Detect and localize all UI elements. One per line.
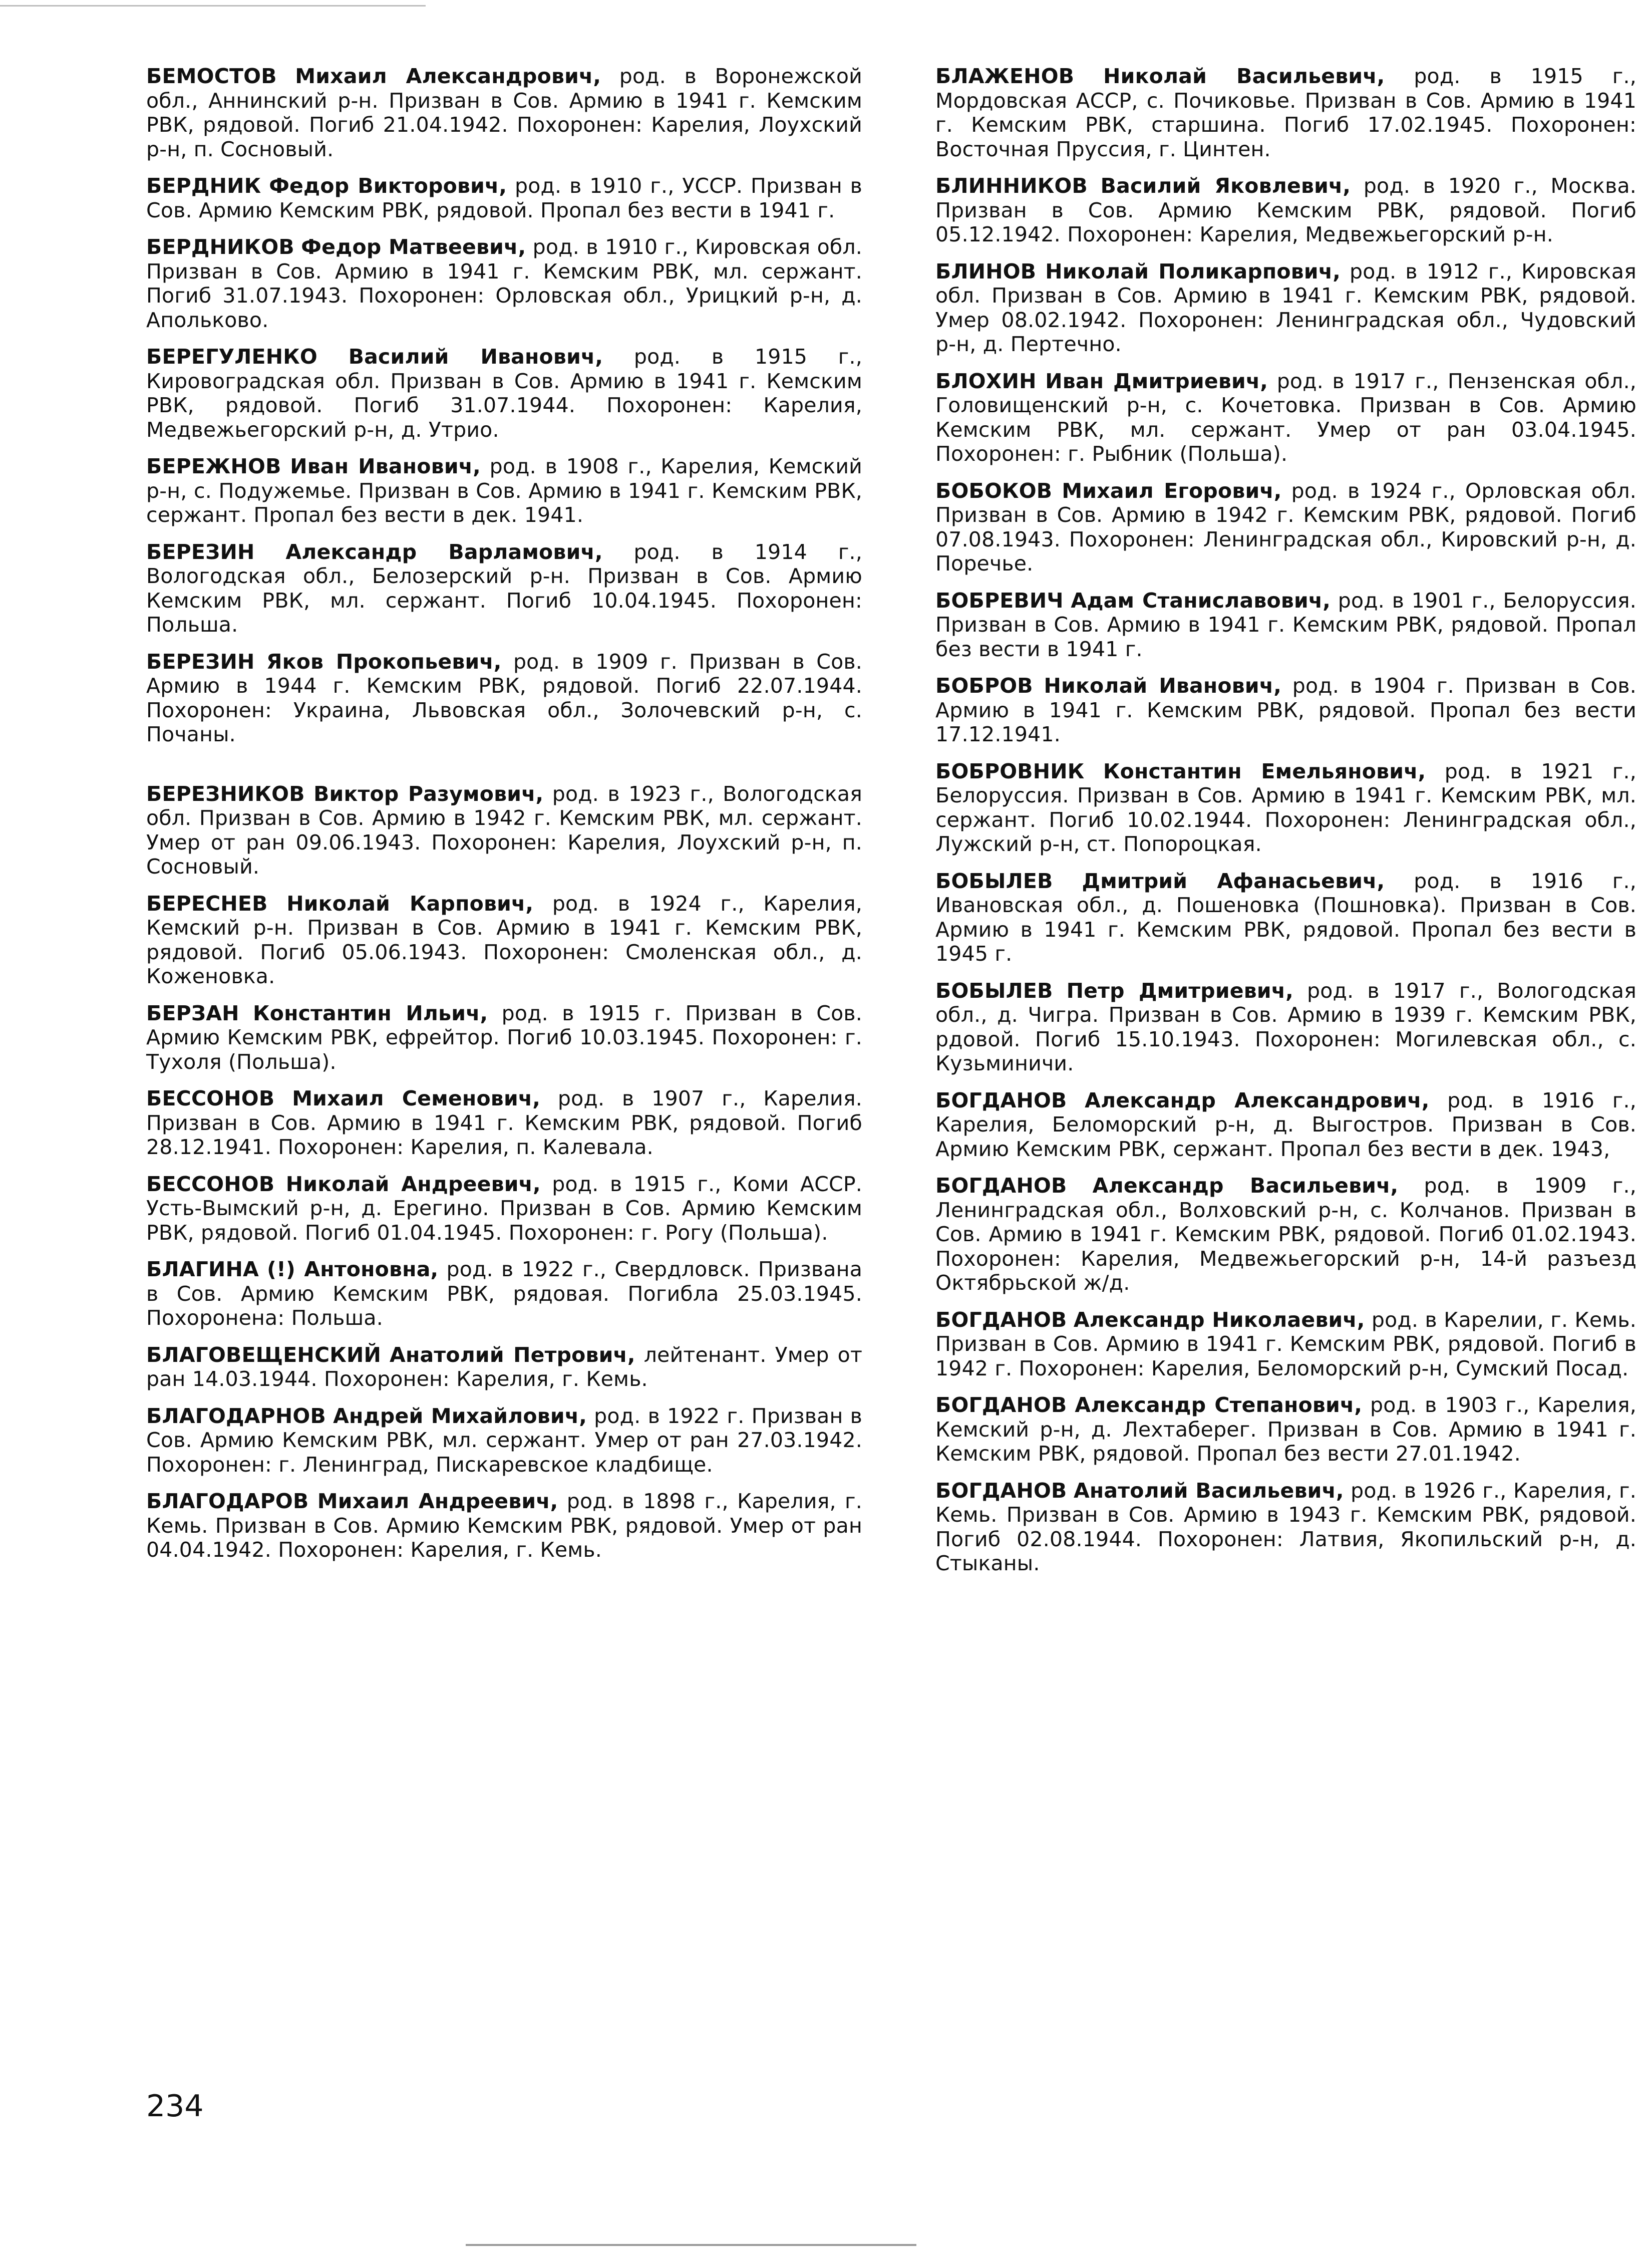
entry — [146, 1343, 862, 1391]
entry-given-name: Адам Станиславович, — [1071, 588, 1331, 613]
entry — [146, 782, 862, 879]
entry-surname: БЛАГОДАРОВ — [146, 1489, 309, 1513]
entry-details: род. в 1917 г., Пензенская обл., Головищенский р-н, с. Кочетовка. Призван в Сов. Армию Кемским РВК, мл. сержант. Умер от ран 03.04.1945. Похоронен: г. Рыбник (Польша). — [935, 369, 1637, 466]
entry — [146, 1001, 862, 1074]
entry — [935, 64, 1636, 161]
entry-surname: БЛАГИНА — [146, 1257, 259, 1281]
entry-details: род. в 1910 г., УССР. Призван в Сов. Армию Кемским РВК, рядовой. Пропал без вести в 1941 г. — [146, 174, 863, 222]
entry-surname: БЕРДНИК — [146, 174, 261, 198]
entry-given-name: Виктор Разумович, — [313, 781, 544, 806]
entry-details: лейтенант. Умер от ран 14.03.1944. Похоронен: Карелия, г. Кемь. — [146, 1342, 863, 1391]
entry-given-name: Анатолий Петрович, — [390, 1342, 635, 1367]
entry-given-name: Михаил Андреевич, — [317, 1489, 558, 1513]
entry-given-name: Александр Васильевич, — [1092, 1174, 1399, 1198]
entry — [935, 479, 1636, 576]
entry-given-name: Федор Матвеевич, — [301, 235, 526, 259]
entry-surname: БЛАГОВЕЩЕНСКИЙ — [146, 1342, 381, 1367]
entry — [935, 589, 1636, 662]
entry-given-name: Николай Поликарпович, — [1045, 259, 1341, 284]
entry-details: род. в 1916 г., Карелия, Беломорский р-н, д. Выгостров. Призван в Сов. Армию Кемским РВК, сержант. Пропал без вести в дек. 1943, — [935, 1088, 1637, 1161]
entry-given-name: Александр Степанович, — [1075, 1393, 1363, 1417]
entry-surname: БЛИНОВ — [935, 259, 1037, 284]
entry-details: род. в Карелии, г. Кемь. Призван в Сов. Армию в 1941 г. Кемским РВК, рядовой. Погиб в 1942 г. Похоронен: Карелия, Беломорский р-н, Сумский Посад. — [935, 1307, 1637, 1380]
entry-surname: БЕРЕЖНОВ — [146, 454, 281, 478]
entry — [146, 345, 862, 442]
entry-surname: БОГДАНОВ — [935, 1307, 1067, 1332]
entry-details: род. в 1901 г., Белоруссия. Призван в Сов. Армию в 1941 г. Кемским РВК, рядовой. Пропал без вести в 1941 г. — [935, 588, 1637, 661]
entry-surname: БЛИННИКОВ — [935, 174, 1088, 198]
entry-details: род. в 1915 г., Кировоградская обл. Призван в Сов. Армию в 1941 г. Кемским РВК, рядовой. Погиб 31.07.1944. Похоронен: Карелия, Медвежьегорский р-н, д. Утрио. — [146, 345, 863, 442]
entry-surname: БЕРЕСНЕВ — [146, 891, 268, 916]
entry-given-name: Михаил Егорович, — [1062, 478, 1282, 503]
entry-surname: БОБРОВ — [935, 674, 1033, 698]
entry-surname: БОБРОВНИК — [935, 759, 1085, 783]
entry-given-name: Михаил Александрович, — [295, 64, 601, 88]
entry-given-name: Иван Иванович, — [290, 454, 481, 478]
entry-given-name: Николай Карпович, — [286, 891, 534, 916]
entry-surname: БЕРЕГУЛЕНКО — [146, 345, 317, 369]
entry-details: род. в 1898 г., Карелия, г. Кемь. Призван в Сов. Армию Кемским РВК, рядовой. Умер от ран 04.04.1942. Похоронен: Карелия, г. Кемь. — [146, 1489, 863, 1562]
entry-given-name: Николай Андреевич, — [285, 1172, 541, 1196]
entry — [146, 174, 862, 222]
entry-given-name: Яков Прокопьевич, — [266, 649, 502, 674]
entry-details: род. в 1903 г., Карелия, Кемский р-н, д. Лехтаберег. Призван в Сов. Армию в 1941 г. Кемским РВК, рядовой. Пропал без вести 27.01.1942. — [935, 1393, 1636, 1466]
entry-surname: БОГДАНОВ — [935, 1393, 1067, 1417]
entry-details: род. в 1909 г. Призван в Сов. Армию в 1944 г. Кемским РВК, рядовой. Погиб 22.07.1944. Похоронен: Украина, Львовская обл., Золочевский р-н, с. Почаны. — [146, 649, 862, 746]
entry-details: род. в 1924 г., Карелия, Кемский р-н. Призван в Сов. Армию в 1941 г. Кемским РВК, рядовой. Погиб 05.06.1943. Похоронен: Смоленская обл., д. Коженовка. — [146, 891, 862, 988]
entry — [935, 869, 1636, 966]
entry-details: род. в 1920 г., Москва. Призван в Сов. Армию Кемским РВК, рядовой. Погиб 05.12.1942. Похоронен: Карелия, Медвежьегорский р-н. — [935, 174, 1636, 246]
entry-surname: БЕРДНИКОВ — [146, 235, 294, 259]
entry — [146, 1257, 862, 1330]
entry-details: род. в 1915 г. Призван в Сов. Армию Кемским РВК, ефрейтор. Погиб 10.03.1945. Похоронен: г. Тухоля (Польша). — [146, 1001, 863, 1074]
top-rule — [0, 5, 426, 7]
entry-given-name: Николай Васильевич, — [1103, 64, 1385, 88]
entry — [146, 235, 862, 332]
entry-surname: БОБРЕВИЧ — [935, 588, 1064, 613]
entry-surname: БЕССОНОВ — [146, 1086, 275, 1110]
entry-details: род. в 1917 г., Вологодская обл., д. Чигра. Призван в Сов. Армию в 1939 г. Кемским РВК, рдовой. Погиб 15.10.1943. Похоронен: Могилевская обл., с. Кузьминичи. — [935, 978, 1637, 1075]
entry-details: род. в 1923 г., Вологодская обл. Призван в Сов. Армию в 1942 г. Кемским РВК, мл. сержант. Умер от ран 09.06.1943. Похоронен: Карелия, Лоухский р-н, п. Сосновый. — [146, 781, 863, 879]
entry-surname: БЕРЗАН — [146, 1001, 239, 1025]
entry — [935, 979, 1636, 1076]
entry-given-name: Александр Варламович, — [285, 539, 603, 564]
entry-given-name: (!) Антоновна, — [267, 1257, 439, 1281]
entry-surname: БЛОХИН — [935, 369, 1037, 393]
entry-given-name: Федор Викторович, — [269, 174, 507, 198]
entry-surname: БЛАГОДАРНОВ — [146, 1403, 326, 1428]
entry-given-name: Иван Дмитриевич, — [1045, 369, 1268, 393]
entry — [935, 1088, 1636, 1162]
bottom-rule — [466, 2244, 916, 2246]
entry — [935, 759, 1636, 857]
entry-surname: БЕРЕЗНИКОВ — [146, 781, 305, 806]
entry-details: род. в 1908 г., Карелия, Кемский р-н, с. Подужемье. Призван в Сов. Армию в 1941 г. Кемским РВК, сержант. Пропал без вести в дек. 1941. — [146, 454, 863, 527]
entry-details: род. в 1910 г., Кировская обл. Призван в Сов. Армию в 1941 г. Кемским РВК, мл. сержант. Погиб 31.07.1943. Похоронен: Орловская обл., Урицкий р-н, д. Аполькoво. — [146, 235, 863, 332]
entry — [146, 64, 862, 161]
entry-surname: БОГДАНОВ — [935, 1174, 1067, 1198]
entry-details: род. в 1916 г., Ивановская обл., д. Пошеновка (Пошновка). Призван в Сов. Армию в 1941 г. Кемским РВК, рядовой. Пропал без вести в 1945 г. — [935, 869, 1637, 966]
entry-details: род. в 1921 г., Белоруссия. Призван в Сов. Армию в 1941 г. Кемским РВК, мл. сержант. Погиб 10.02.1944. Похоронен: Ленинградская обл., Лужский р-н, ст. Попороцкая. — [935, 759, 1637, 856]
entry-details: род. в 1914 г., Вологодская обл., Белозерский р-н. Призван в Сов. Армию Кемским РВК, мл. сержант. Погиб 10.04.1945. Похоронен: Польша. — [146, 539, 863, 637]
entry-given-name: Петр Дмитриевич, — [1066, 978, 1293, 1003]
entry-given-name: Александр Александрович, — [1085, 1088, 1430, 1112]
entry-surname: БЕССОНОВ — [146, 1172, 275, 1196]
entry-given-name: Николай Иванович, — [1044, 674, 1281, 698]
entry-given-name: Анатолий Васильевич, — [1073, 1478, 1344, 1503]
entry-given-name: Василий Иванович, — [348, 345, 603, 369]
entry — [146, 892, 862, 989]
entry-details: род. в 1912 г., Кировская обл. Призван в Сов. Армию в 1941 г. Кемским РВК, рядовой. Умер 08.02.1942. Похоронен: Ленинградская обл., Чудовский р-н, д. Пертечно. — [935, 259, 1637, 356]
entry — [935, 1174, 1636, 1295]
entry-surname: БОБЫЛЕВ — [935, 978, 1053, 1003]
entry-given-name: Василий Яковлевич, — [1100, 174, 1351, 198]
entry — [935, 1479, 1636, 1576]
entry-surname: БЛАЖЕНОВ — [935, 64, 1075, 88]
entry — [146, 1404, 862, 1477]
entry-given-name: Михаил Семенович, — [292, 1086, 541, 1110]
entry — [935, 369, 1636, 466]
entry — [146, 454, 862, 527]
entry — [935, 1393, 1636, 1466]
entry-details: род. в 1926 г., Карелия, г. Кемь. Призван в Сов. Армию в 1943 г. Кемским РВК, рядовой. Погиб 02.08.1944. Похоронен: Латвия, Якопильский р-н, д. Стыканы. — [935, 1478, 1637, 1575]
entry-surname: БЕРЕЗИН — [146, 649, 255, 674]
page-number: 234 — [146, 2089, 204, 2124]
entry-details: род. в 1922 г., Свердловск. Призвана в Сов. Армию Кемским РВК, рядовая. Погибла 25.03.1945. Похоронена: Польша. — [146, 1257, 863, 1330]
entry-given-name: Андрей Михайлович, — [333, 1403, 587, 1428]
entry-surname: БОБЫЛЕВ — [935, 869, 1053, 893]
entry — [146, 540, 862, 637]
entry-given-name: Александр Николаевич, — [1073, 1307, 1365, 1332]
entry-details: род. в 1915 г., Коми АССР. Усть-Вымский р-н, д. Ерегино. Призван в Сов. Армию Кемским РВК, рядовой. Погиб 01.04.1945. Похоронен: г. Рогу (Польша). — [146, 1172, 863, 1245]
entry-surname: БОГДАНОВ — [935, 1088, 1067, 1112]
entry-details: род. в 1909 г., Ленинградская обл., Волховский р-н, с. Колчанов. Призван в Сов. Армию в 1941 г. Кемским РВК, рядовой. Погиб 01.02.1943. Похоронен: Карелия, Медвежьегорский р-н, 14-й разъезд Октябрьской ж/д. — [935, 1174, 1637, 1295]
entry — [935, 1308, 1636, 1381]
entry-details: род. в 1904 г. Призван в Сов. Армию в 1941 г. Кемским РВК, рядовой. Пропал без вести 17.12.1941. — [935, 674, 1637, 746]
entry — [935, 259, 1636, 357]
entry-details: род. в Воронежской обл., Аннинский р-н. Призван в Сов. Армию в 1941 г. Кемским РВК, рядовой. Погиб 21.04.1942. Похоронен: Карелия, Лоухский р-н, п. Сосновый. — [146, 64, 863, 161]
entry-details: род. в 1915 г., Мордовская АССР, с. Почиковье. Призван в Сов. Армию в 1941 г. Кемским РВК, старшина. Погиб 17.02.1945. Похоронен: Восточная Пруссия, г. Цинтен. — [935, 64, 1636, 161]
right-column — [935, 64, 1636, 1576]
entry-surname: БОГДАНОВ — [935, 1478, 1067, 1503]
entry — [935, 674, 1636, 747]
entry — [146, 1172, 862, 1245]
entry — [935, 174, 1636, 247]
entry-surname: БОБОКОВ — [935, 478, 1053, 503]
entry-given-name: Дмитрий Афанасьевич, — [1082, 869, 1385, 893]
entry — [146, 1489, 862, 1562]
entry-details: род. в 1924 г., Орловская обл. Призван в Сов. Армию в 1942 г. Кемским РВК, рядовой. Погиб 07.08.1943. Похоронен: Ленинградская обл., Кировский р-н, д. Поречье. — [935, 478, 1637, 576]
entry-surname: БЕМОСТОВ — [146, 64, 277, 88]
entry-details: род. в 1922 г. Призван в Сов. Армию Кемским РВК, мл. сержант. Умер от ран 27.03.1942. Похоронен: г. Ленинград, Пискаревское кладбище. — [146, 1403, 863, 1477]
entry — [146, 650, 862, 747]
entry-given-name: Константин Ильич, — [252, 1001, 488, 1025]
entry — [146, 1086, 862, 1160]
entry-surname: БЕРЕЗИН — [146, 539, 255, 564]
left-column — [146, 64, 862, 1562]
entry-given-name: Константин Емельянович, — [1103, 759, 1426, 783]
entry-details: род. в 1907 г., Карелия. Призван в Сов. Армию в 1941 г. Кемским РВК, рядовой. Погиб 28.12.1941. Похоронен: Карелия, п. Калевала. — [146, 1086, 862, 1159]
